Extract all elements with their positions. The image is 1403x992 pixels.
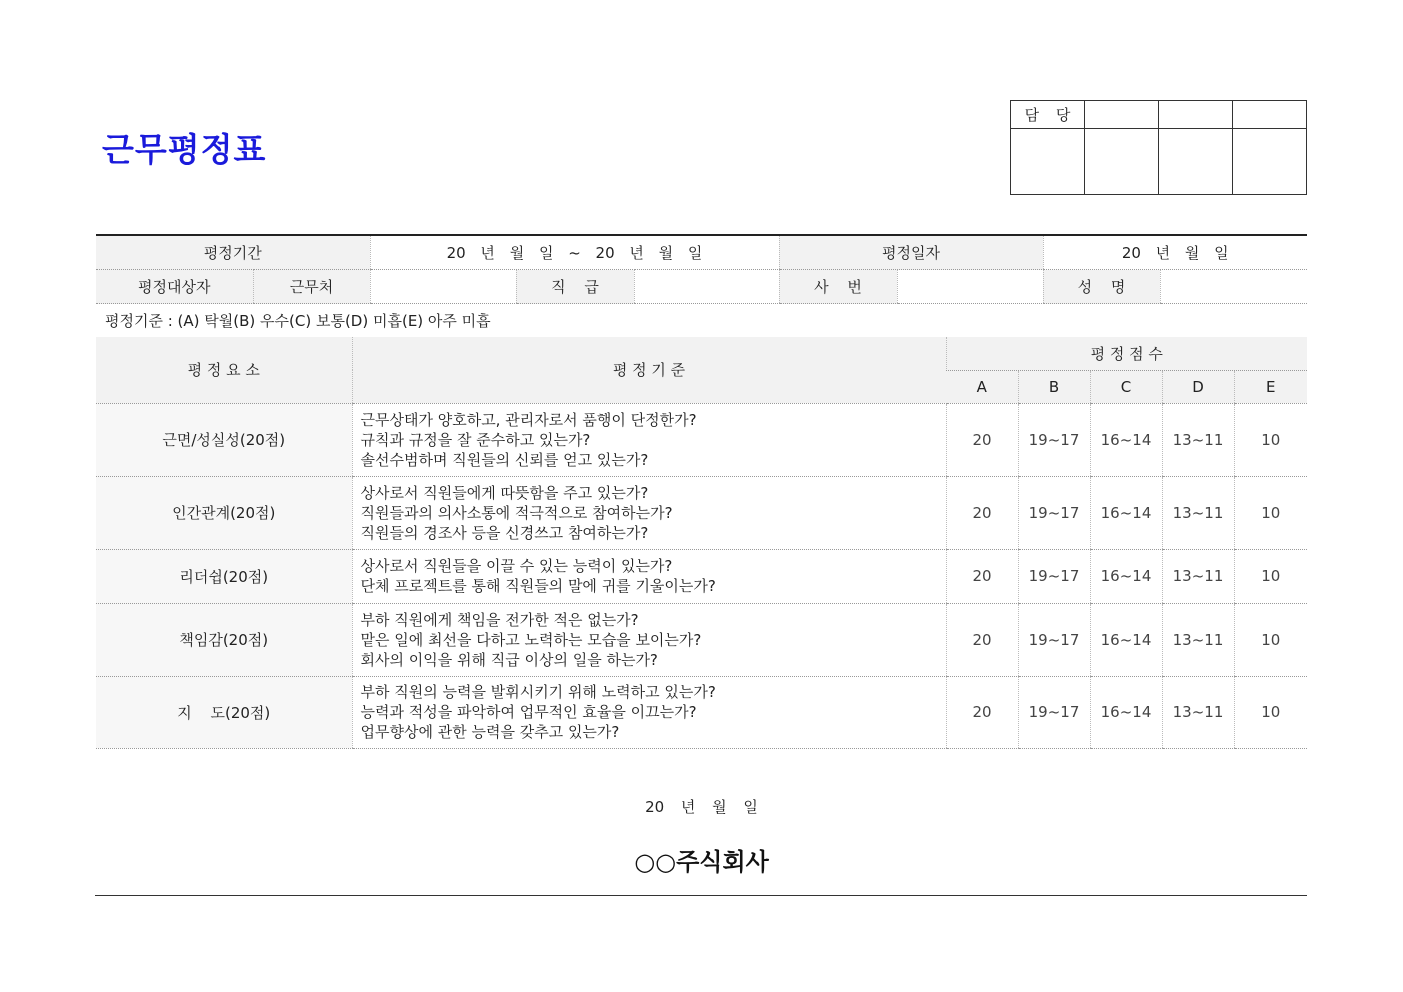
eval-date-label: 평정일자 — [779, 235, 1043, 270]
standard-line: 업무향상에 관한 능력을 갖추고 있는가? — [360, 723, 620, 741]
header-standard: 평 정 기 준 — [352, 337, 946, 403]
standard-line: 솔선수범하며 직원들의 신뢰를 얻고 있는가? — [360, 450, 649, 469]
score-cell[interactable]: 20 — [946, 403, 1018, 476]
score-cell[interactable]: 20 — [946, 676, 1018, 748]
standard-line: 능력과 적성을 파악하여 업무적인 효율을 이끄는가? — [360, 703, 697, 721]
score-cell[interactable]: 16~14 — [1090, 403, 1162, 476]
score-cell[interactable]: 13~11 — [1162, 676, 1234, 748]
score-cell[interactable]: 16~14 — [1090, 476, 1162, 549]
standard-line: 상사로서 직원들을 이끌 수 있는 능력이 있는가? — [360, 557, 673, 575]
element-cell: 리더쉽(20점) — [96, 549, 352, 603]
score-cell[interactable]: 16~14 — [1090, 549, 1162, 603]
score-cell[interactable]: 10 — [1234, 476, 1307, 549]
standard-line: 상사로서 직원들에게 따뜻함을 주고 있는가? — [360, 483, 649, 502]
approval-sign-area[interactable] — [1085, 129, 1159, 195]
standard-line: 단체 프로젝트를 통해 직원들의 말에 귀를 기울이는가? — [360, 577, 716, 595]
criteria-e: (E) 아주 미흡 — [401, 312, 491, 330]
evaluation-info-table — [96, 234, 1307, 338]
standard-line: 맡은 일에 최선을 다하고 노력하는 모습을 보이는가? — [360, 630, 702, 649]
score-cell[interactable]: 19~17 — [1018, 603, 1090, 676]
grade-header: A — [946, 370, 1018, 403]
approval-signature-cell[interactable] — [1085, 101, 1159, 129]
grade-header: B — [1018, 370, 1090, 403]
approval-sign-area[interactable] — [1233, 129, 1307, 195]
score-cell[interactable]: 10 — [1234, 676, 1307, 748]
score-cell[interactable]: 13~11 — [1162, 403, 1234, 476]
criteria-c: (C) 보통 — [289, 312, 345, 330]
score-cell[interactable]: 16~14 — [1090, 676, 1162, 748]
standard-line: 직원들의 경조사 등을 신경쓰고 참여하는가? — [360, 523, 649, 542]
score-cell[interactable]: 19~17 — [1018, 476, 1090, 549]
approval-sign-area[interactable] — [1011, 129, 1085, 195]
approval-label: 담 당 — [1011, 101, 1085, 129]
standard-line: 부하 직원에게 책임을 전가한 적은 없는가? — [360, 610, 639, 629]
table-row — [96, 603, 1307, 676]
element-cell: 근면/성실성(20점) — [96, 403, 352, 476]
standard-cell — [352, 476, 946, 549]
table-row — [96, 676, 1307, 748]
score-cell[interactable]: 19~17 — [1018, 403, 1090, 476]
score-cell[interactable]: 20 — [946, 476, 1018, 549]
score-cell[interactable]: 16~14 — [1090, 603, 1162, 676]
name-label: 성 명 — [1043, 270, 1160, 304]
approval-box — [1010, 100, 1307, 195]
page-title: 근무평정표 — [102, 130, 267, 169]
score-cell[interactable]: 13~11 — [1162, 476, 1234, 549]
standard-cell — [352, 676, 946, 748]
standard-line: 근무상태가 양호하고, 관리자로서 품행이 단정한가? — [360, 410, 697, 429]
period-field[interactable]: 20 년 월 일 ~ 20 년 월 일 — [370, 235, 779, 270]
footer-date: 20 년 월 일 — [645, 798, 758, 816]
score-cell[interactable]: 20 — [946, 603, 1018, 676]
workplace-label: 근무처 — [253, 270, 370, 304]
header-element: 평 정 요 소 — [96, 337, 352, 403]
target-label: 평정대상자 — [96, 270, 253, 304]
grade-header: C — [1090, 370, 1162, 403]
approval-signature-cell[interactable] — [1233, 101, 1307, 129]
rank-field[interactable] — [634, 270, 779, 304]
score-cell[interactable]: 13~11 — [1162, 603, 1234, 676]
table-row — [96, 403, 1307, 476]
grade-header: D — [1162, 370, 1234, 403]
approval-sign-area[interactable] — [1159, 129, 1233, 195]
standard-cell — [352, 403, 946, 476]
evaluation-table — [96, 337, 1307, 749]
rank-label: 직 급 — [516, 270, 634, 304]
criteria-a: 평정기준 : (A) 탁월 — [105, 312, 234, 330]
approval-signature-cell[interactable] — [1159, 101, 1233, 129]
emp-no-field[interactable] — [897, 270, 1043, 304]
emp-no-label: 사 번 — [779, 270, 897, 304]
standard-line: 부하 직원의 능력을 발휘시키기 위해 노력하고 있는가? — [360, 683, 716, 701]
element-cell: 지 도(20점) — [96, 676, 352, 748]
score-cell[interactable]: 13~11 — [1162, 549, 1234, 603]
criteria-legend — [96, 304, 1307, 338]
table-row — [96, 476, 1307, 549]
workplace-field[interactable] — [370, 270, 516, 304]
standard-cell — [352, 603, 946, 676]
company-name: ○○주식회사 — [634, 848, 769, 876]
criteria-b: (B) 우수 — [233, 312, 290, 330]
period-label: 평정기간 — [96, 235, 370, 270]
score-cell[interactable]: 10 — [1234, 403, 1307, 476]
header-score: 평 정 점 수 — [946, 337, 1307, 370]
score-cell[interactable]: 19~17 — [1018, 549, 1090, 603]
name-field[interactable] — [1160, 270, 1307, 304]
table-row — [96, 549, 1307, 603]
score-cell[interactable]: 10 — [1234, 549, 1307, 603]
criteria-d: (D) 미흡 — [344, 312, 402, 330]
standard-cell — [352, 549, 946, 603]
eval-date-field[interactable]: 20 년 월 일 — [1043, 235, 1307, 270]
bottom-divider — [95, 895, 1307, 896]
score-cell[interactable]: 20 — [946, 549, 1018, 603]
element-cell: 책임감(20점) — [96, 603, 352, 676]
element-cell: 인간관계(20점) — [96, 476, 352, 549]
score-cell[interactable]: 19~17 — [1018, 676, 1090, 748]
standard-line: 직원들과의 의사소통에 적극적으로 참여하는가? — [360, 503, 673, 522]
standard-line: 규칙과 규정을 잘 준수하고 있는가? — [360, 430, 591, 449]
score-cell[interactable]: 10 — [1234, 603, 1307, 676]
grade-header: E — [1234, 370, 1307, 403]
standard-line: 회사의 이익을 위해 직급 이상의 일을 하는가? — [360, 650, 658, 669]
